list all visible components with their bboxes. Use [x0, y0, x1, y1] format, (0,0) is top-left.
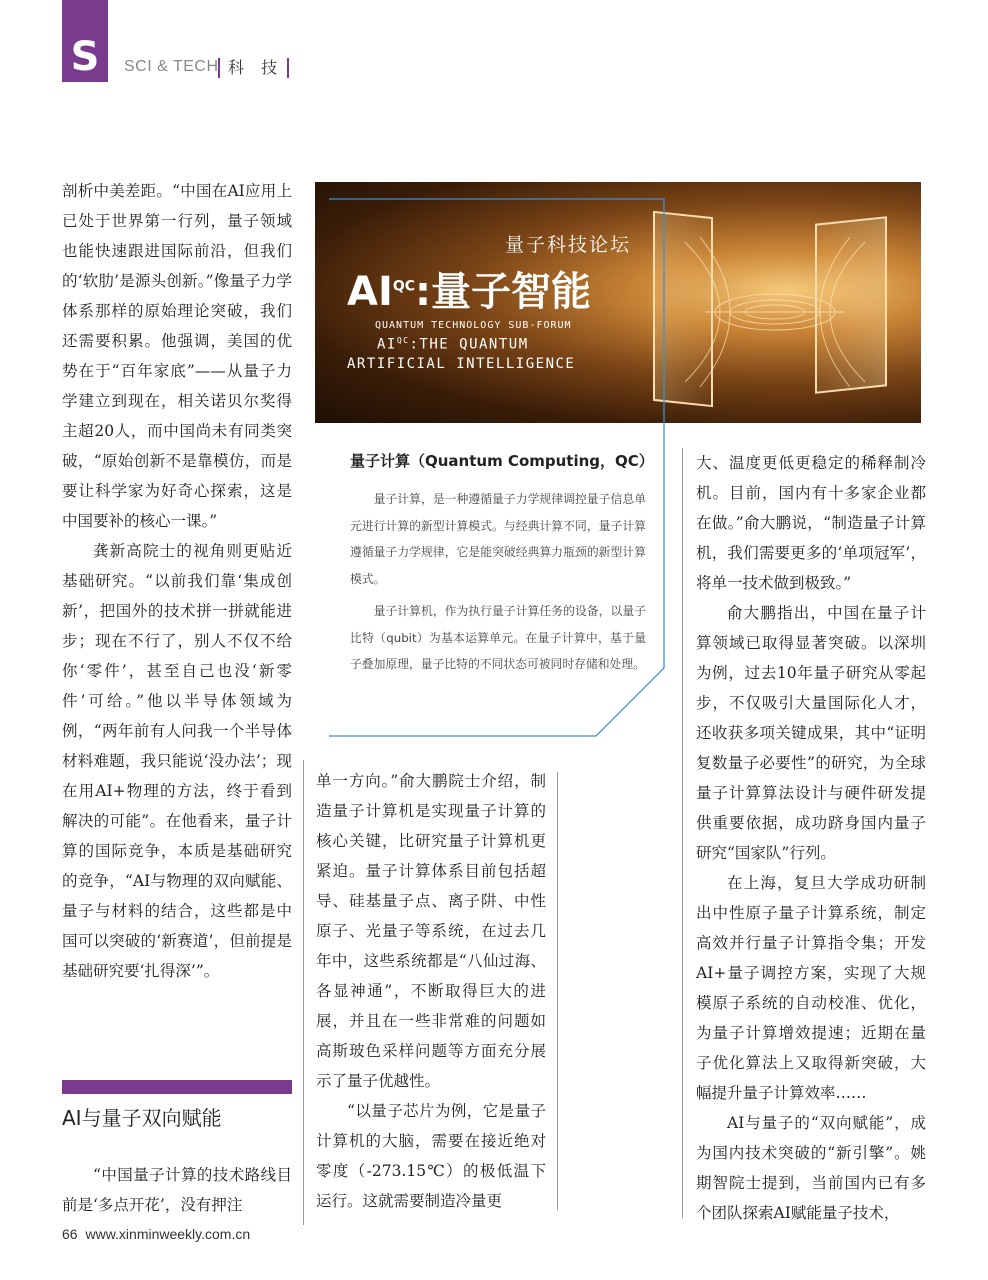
subheading: AI与量子双向赋能: [62, 1106, 222, 1130]
banner-en-line-3: ARTIFICIAL INTELLIGENCE: [347, 356, 576, 372]
column-2: [316, 766, 546, 1216]
page-footer: [62, 1226, 250, 1242]
banner-title-sup: QC: [392, 278, 416, 295]
section-name-cn: 科 技: [218, 58, 289, 78]
paragraph: 单一方向。”俞大鹏院士介绍，制造量子计算机是实现量子计算的核心关键，比研究量子计算机更紧迫。量子计算体系目前包括超导、硅基量子点、离子阱、中性原子、光量子等系统，在过去几年中，这些系统都是“八仙过海、各显神通”，不断取得巨大的进展，并且在一些非常难的问题如高斯玻色采样问题等方面充分展示了量子优越性。: [316, 772, 546, 1090]
column-rule: [557, 772, 558, 1210]
paragraph: AI与量子的“双向赋能”，成为国内技术突破的“新引擎”。姚期智院士提到，当前国内已有多个团队探索AI赋能量子技术，: [696, 1114, 926, 1222]
info-box-paragraph: 量子计算，是一种遵循量子力学规律调控量子信息单元进行计算的新型计算模式。与经典计算不同，量子计算遵循量子力学规律，它是能突破经典算力瓶颈的新型计算模式。: [350, 492, 646, 586]
section-badge: [62, 0, 108, 82]
paragraph: “以量子芯片为例，它是量子计算机的大脑，需要在接近绝对零度（-273.15℃）的极低温下运行。这就需要制造冷量更: [316, 1102, 546, 1210]
forum-name: 量子科技论坛: [504, 234, 631, 256]
column-rule: [303, 760, 304, 1225]
paragraph: 大、温度更低更稳定的稀释制冷机。目前，国内有十多家企业都在做。”俞大鹏说，“制造量子计算机，我们需要更多的‘单项冠军’，将单一技术做到极致。”: [696, 454, 926, 592]
column-rule: [682, 448, 683, 1218]
paragraph: 俞大鹏指出，中国在量子计算领域已取得显著突破。以深圳为例，过去10年量子研究从零起步，不仅吸引大量国际化人才，还收获多项关键成果，其中“证明复数量子必要性”的研究，为全球量子计算算法设计与硬件研发提供重要依据，成功跻身国内量子研究“国家队”行列。: [696, 604, 926, 862]
banner-en-ai: AI: [377, 336, 397, 353]
paragraph: “中国量子计算的技术路线目前是‘多点开花’，没有押注: [62, 1166, 292, 1214]
column-1: [62, 176, 292, 986]
section-letter: S: [70, 34, 100, 80]
page-number: 66: [62, 1226, 78, 1242]
banner-title-ai: AI: [347, 269, 393, 315]
paragraph: 龚新高院士的视角则更贴近基础研究。“以前我们靠‘集成创新’，把国外的技术拼一拼就能进步；现在不行了，别人不仅不给你‘零件’，甚至自己也没‘新零件’可给。”他以半导体领域为例，“两年前有人问我一个半导体材料难题，我只能说‘没办法’；现在用AI+物理的方法，终于看到解决的可能”。在他看来，量子计算的国际竞争，本质是基础研究的竞争，“AI与物理的双向赋能、量子与材料的结合，这些都是中国可以突破的‘新赛道’，但前提是基础研究要‘扎得深’”。: [62, 542, 292, 980]
info-box-title: 量子计算（Quantum Computing，QC）: [350, 452, 654, 470]
section-name-en: SCI & TECH: [124, 58, 219, 75]
info-box-paragraph: 量子计算机，作为执行量子计算任务的设备，以量子比特（qubit）为基本运算单元。在量子计算中，基于量子叠加原理，量子比特的不同状态可被同时存储和处理。: [350, 604, 646, 671]
banner-en-rest: :THE QUANTUM: [409, 336, 529, 353]
banner-en-sup: QC: [396, 336, 410, 345]
column-3: [696, 448, 926, 1228]
banner-title-rest: :量子智能: [415, 269, 592, 315]
website-link[interactable]: www.xinminweekly.com.cn: [85, 1226, 251, 1242]
paragraph: 剖析中美差距。“中国在AI应用上已处于世界第一行列，量子领域也能快速跟进国际前沿，但我们的‘软肋’是源头创新。”像量子力学体系那样的原始理论突破，我们还需要积累。他强调，美国的优势在于“百年家底”——从量子力学建立到现在，相关诺贝尔奖得主超20人，而中国尚未有同类突破，“原始创新不是靠模仿，而是要让科学家为好奇心探索，这是中国要补的核心一课。”: [62, 182, 292, 530]
paragraph: 在上海，复旦大学成功研制出中性原子量子计算系统，制定高效并行量子计算指令集；开发AI+量子调控方案，实现了大规模原子系统的自动校准、优化，为量子计算增效提速；近期在量子优化算法上又取得新突破，大幅提升量子计算效率……: [696, 874, 926, 1102]
column-1-continued: [62, 1160, 292, 1220]
banner-en-line-1: QUANTUM TECHNOLOGY SUB-FORUM: [375, 320, 572, 331]
subhead-bar: [62, 1080, 292, 1094]
